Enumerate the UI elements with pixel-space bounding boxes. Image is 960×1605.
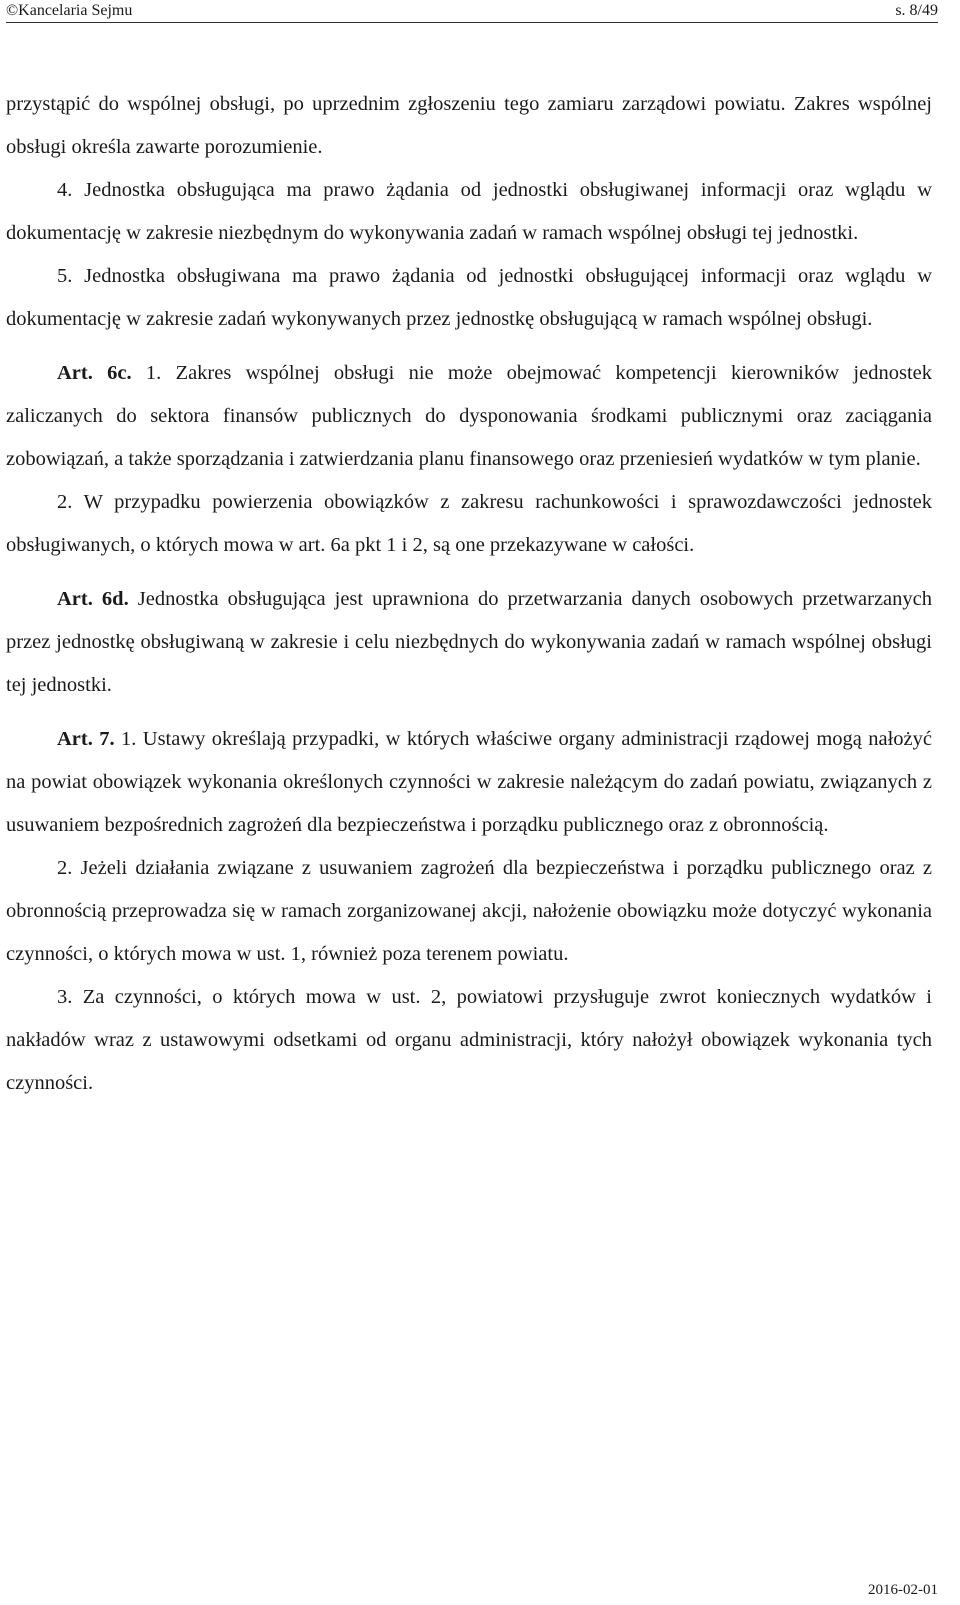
paragraph-text: 5. Jednostka obsługiwana ma prawo żądania od jednostki obsługującej informacji oraz wglądu w dokumentację w zakresie zadań wykonywanych przez jednostkę obsługującą w ramach wspólnej obsługi. (6, 265, 932, 330)
paragraph-ust-3 (6, 976, 932, 1105)
article-heading: Art. 6c. (57, 362, 132, 384)
article-6c (6, 352, 932, 481)
document-date: 2016-02-01 (868, 1582, 938, 1598)
paragraph (6, 83, 932, 169)
paragraph-text: Jednostka obsługująca jest uprawniona do przetwarzania danych osobowych przetwarzanych przez jednostkę obsługiwaną w zakresie i celu niezbędnych do wykonywania zadań w ramach wspólnej obsługi tej jednostki. (6, 588, 932, 696)
article-heading: Art. 6d. (57, 588, 129, 610)
article-heading: Art. 7. (57, 728, 115, 750)
paragraph-text: 2. W przypadku powierzenia obowiązków z zakresu rachunkowości i sprawozdawczości jednostek obsługiwanych, o których mowa w art. 6a pkt 1 i 2, są one przekazywane w całości. (6, 491, 932, 556)
paragraph-text: 3. Za czynności, o których mowa w ust. 2, powiatowi przysługuje zwrot koniecznych wydatków i nakładów wraz z ustawowymi odsetkami od organu administracji, który nałożył obowiązek wykonania tych czynności. (6, 986, 932, 1094)
page-number: s. 8/49 (895, 2, 938, 19)
page-header (6, 0, 938, 23)
paragraph-ust-4 (6, 169, 932, 255)
paragraph-text: przystąpić do wspólnej obsługi, po uprzednim zgłoszeniu tego zamiaru zarządowi powiatu. Zakres wspólnej obsługi określa zawarte porozumienie. (6, 93, 932, 158)
paragraph-ust-5 (6, 255, 932, 341)
paragraph-text: 2. Jeżeli działania związane z usuwaniem zagrożeń dla bezpieczeństwa i porządku publicznego oraz z obronnością przeprowadza się w ramach zorganizowanej akcji, nałożenie obowiązku może dotyczyć wykonania czynności, o których mowa w ust. 1, również poza terenem powiatu. (6, 857, 932, 965)
copyright-label: ©Kancelaria Sejmu (6, 2, 133, 19)
article-6d (6, 578, 932, 707)
paragraph-text: 1. Zakres wspólnej obsługi nie może obejmować kompetencji kierowników jednostek zaliczanych do sektora finansów publicznych do dysponowania środkami publicznymi oraz zaciągania zobowiązań, a także sporządzania i zatwierdzania planu finansowego oraz przeniesień wydatków w tym planie. (6, 362, 932, 470)
paragraph-text: 4. Jednostka obsługująca ma prawo żądania od jednostki obsługiwanej informacji oraz wglądu w dokumentację w zakresie niezbędnym do wykonywania zadań w ramach wspólnej obsługi tej jednostki. (6, 179, 932, 244)
article-7 (6, 718, 932, 847)
paragraph-ust-2 (6, 847, 932, 976)
document-body (6, 83, 932, 1105)
paragraph-text: 1. Ustawy określają przypadki, w których właściwe organy administracji rządowej mogą nałożyć na powiat obowiązek wykonania określonych czynności w zakresie należącym do zadań powiatu, związanych z usuwaniem bezpośrednich zagrożeń dla bezpieczeństwa i porządku publicznego oraz z obronnością. (6, 728, 932, 836)
paragraph-ust-2 (6, 481, 932, 567)
